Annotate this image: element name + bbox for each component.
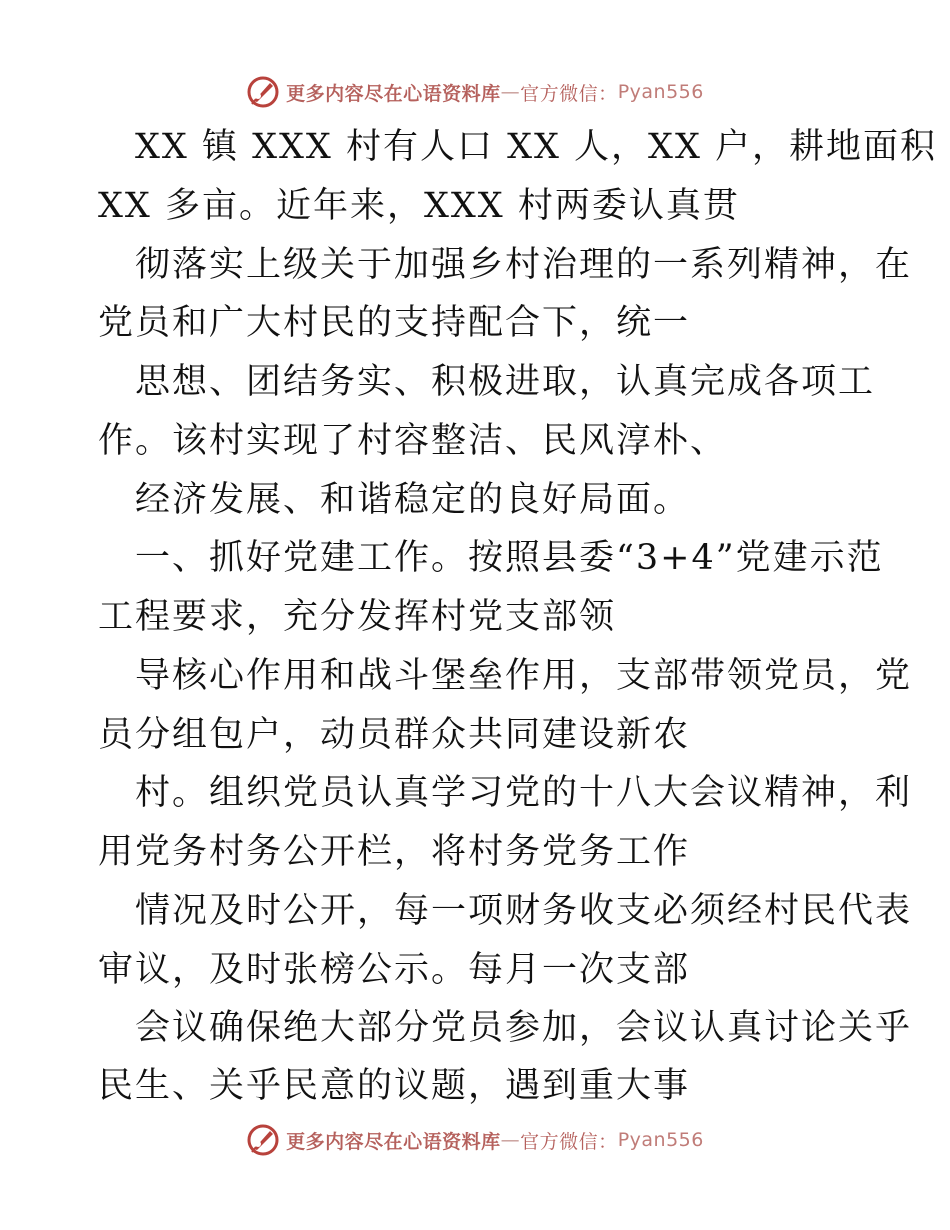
document-line: 工程要求，充分发挥村党支部领 — [98, 597, 617, 637]
document-line: 村。组织党员认真学习党的十八大会议精神，利 — [135, 773, 913, 813]
document-line: 作。该村实现了村容整洁、民风淳朴、 — [98, 421, 728, 461]
document-line: 经济发展、和谐稳定的良好局面。 — [135, 480, 691, 520]
document-line: XX 镇 XXX 村有人口 XX 人，XX 户，耕地面积 — [135, 127, 938, 167]
quill-pen-logo-icon — [246, 1123, 280, 1157]
banner-text — [286, 1127, 704, 1154]
document-line: 情况及时公开，每一项财务收支必须经村民代表 — [135, 891, 913, 931]
document-line: 彻落实上级关于加强乡村治理的一系列精神，在 — [135, 245, 913, 285]
banner-main-text: 更多内容尽在心语资料库 — [286, 1130, 501, 1153]
banner-official-label: 官方微信： — [520, 82, 618, 105]
document-line: 员分组包户，动员群众共同建设新农 — [98, 715, 691, 755]
banner-official-label: 官方微信： — [520, 1130, 618, 1153]
footer-banner — [0, 1120, 950, 1160]
banner-text — [286, 79, 704, 106]
banner-dash: — — [500, 1129, 521, 1151]
document-line: 民生、关乎民意的议题，遇到重大事 — [98, 1066, 691, 1106]
document-line: 党员和广大村民的支持配合下，统一 — [98, 303, 691, 343]
banner-dash: — — [500, 81, 521, 103]
document-line: 会议确保绝大部分党员参加，会议认真讨论关乎 — [135, 1008, 913, 1048]
document-line: 用党务村务公开栏，将村务党务工作 — [98, 832, 691, 872]
document-line: XX 多亩。近年来，XXX 村两委认真贯 — [98, 186, 740, 226]
document-line: 导核心作用和战斗堡垒作用，支部带领党员，党 — [135, 656, 913, 696]
banner-wechat-id: Pyan556 — [617, 1129, 704, 1151]
document-line: 一、抓好党建工作。按照县委“3+4”党建示范 — [135, 538, 884, 578]
header-banner — [0, 72, 950, 112]
document-line: 审议，及时张榜公示。每月一次支部 — [98, 950, 691, 990]
banner-wechat-id: Pyan556 — [617, 81, 704, 103]
document-line: 思想、团结务实、积极进取，认真完成各项工 — [135, 362, 876, 402]
banner-main-text: 更多内容尽在心语资料库 — [286, 82, 501, 105]
quill-pen-logo-icon — [246, 75, 280, 109]
